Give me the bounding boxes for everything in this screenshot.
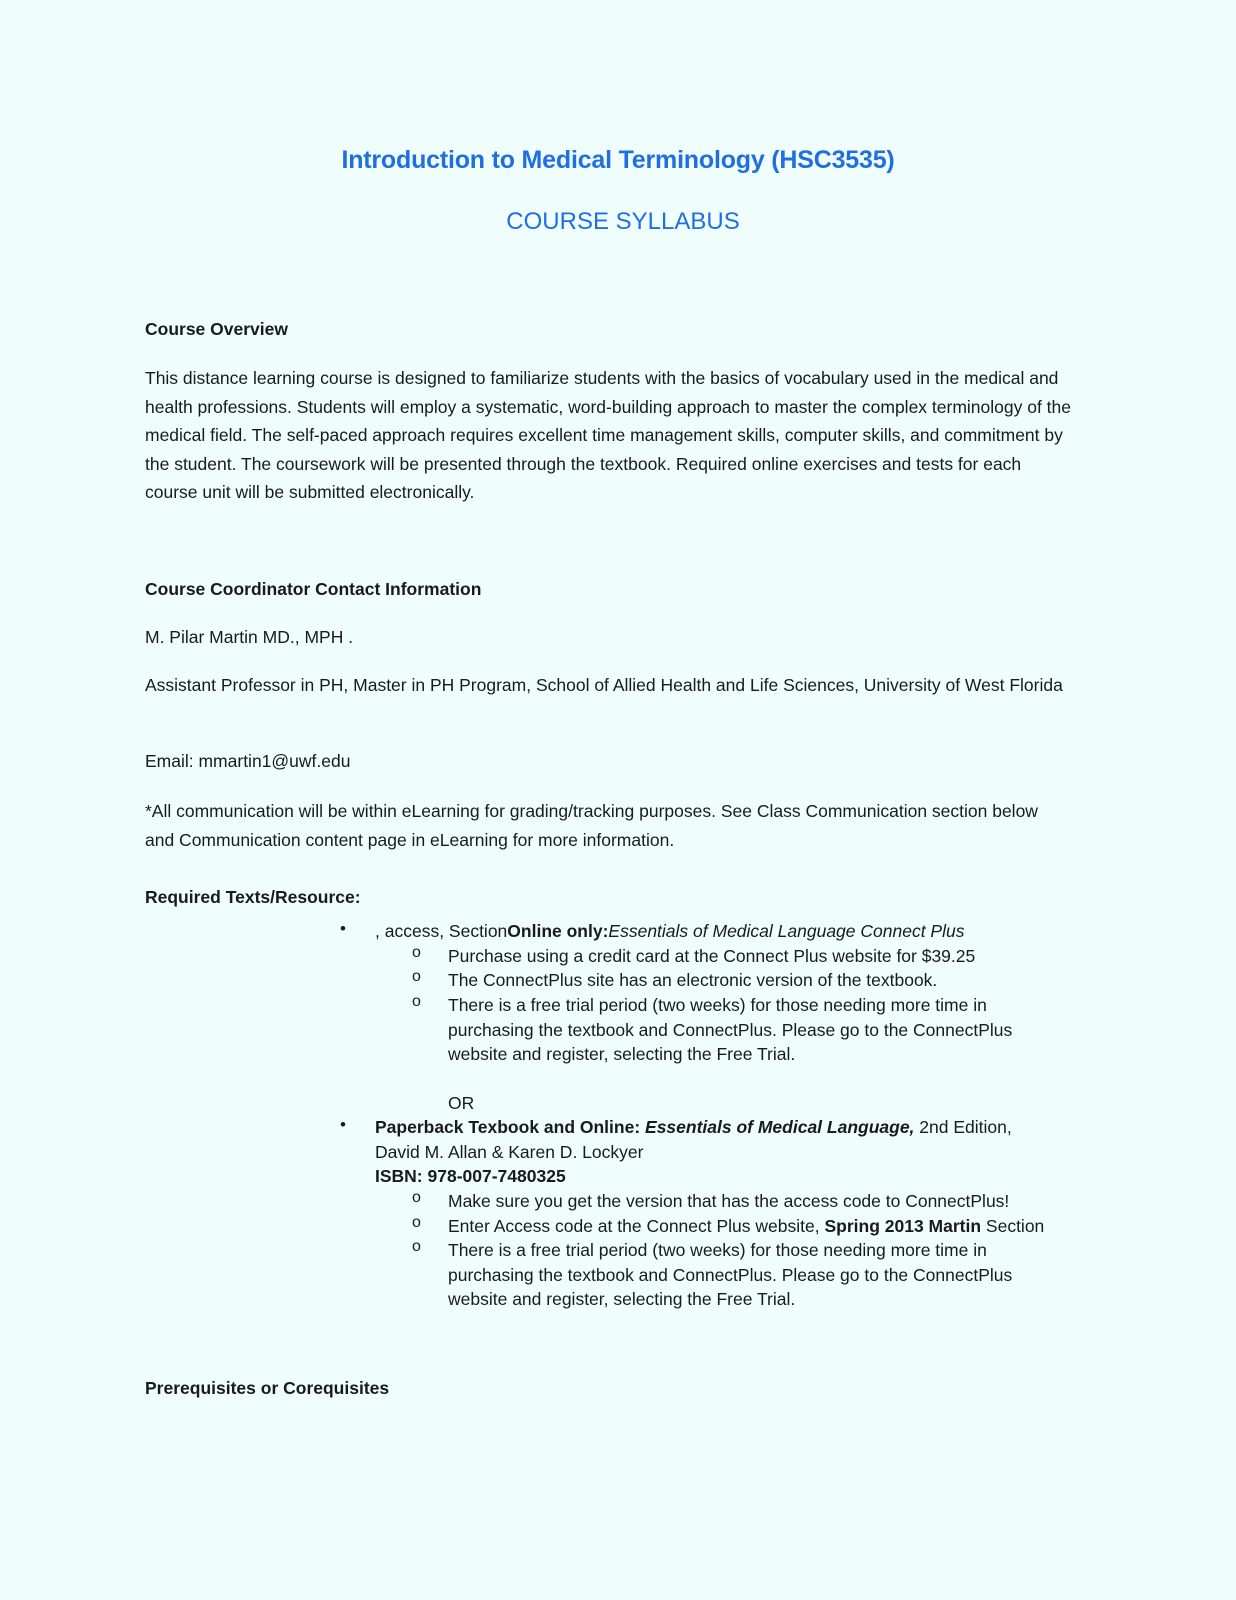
option1-item: Purchase using a credit card at the Connect Plus website for $39.25 — [448, 946, 976, 966]
option1-line — [375, 919, 1075, 944]
option2-item: Make sure you get the version that has the access code to ConnectPlus! — [448, 1191, 1010, 1211]
coordinator-email: Email: mmartin1@uwf.edu — [145, 751, 351, 771]
bullet-marker: • — [340, 1115, 346, 1134]
overview-heading: Course Overview — [145, 319, 288, 339]
option1-prefix: , access, Section — [375, 921, 508, 941]
bullet-marker: • — [340, 919, 346, 938]
coordinator-heading: Course Coordinator Contact Information — [145, 579, 482, 599]
option2-item — [448, 1214, 1078, 1239]
sub-marker: o — [412, 1189, 421, 1206]
option2-title-line — [375, 1115, 1075, 1140]
sub-marker: o — [412, 1214, 421, 1231]
option2-bold: Paperback Texbook and Online: — [375, 1117, 646, 1137]
page-title: Introduction to Medical Terminology (HSC3535) — [341, 146, 895, 174]
page-subtitle: COURSE SYLLABUS — [506, 208, 740, 235]
sub-marker: o — [412, 993, 421, 1010]
texts-heading: Required Texts/Resource: — [145, 887, 361, 907]
sub-marker: o — [412, 968, 421, 985]
option2-item2-suffix: Section — [981, 1216, 1045, 1236]
or-separator: OR — [448, 1093, 475, 1113]
option1-bold: Online only: — [507, 921, 609, 941]
coordinator-position: Assistant Professor in PH, Master in PH Program, School of Allied Health and Life Sciences, University of West Florida — [145, 675, 1063, 695]
option1-item: The ConnectPlus site has an electronic version of the textbook. — [448, 970, 938, 990]
option1-item: There is a free trial period (two weeks) for those needing more time in purchasing the textbook and ConnectPlus. Please go to the ConnectPlus website and register, selecting the Free Trial. — [448, 995, 1013, 1064]
option2-section-name: Spring 2013 Martin — [824, 1216, 982, 1236]
option1-title: Essentials of Medical Language Connect Plus — [608, 921, 965, 941]
option2-book-title: Essentials of Medical Language, — [645, 1117, 915, 1137]
option2-authors: David M. Allan & Karen D. Lockyer — [375, 1142, 644, 1162]
sub-marker: o — [412, 1238, 421, 1255]
option2-edition: 2nd Edition, — [914, 1117, 1012, 1137]
communication-note: *All communication will be within eLearning for grading/tracking purposes. See Class Communication section below and Communication content page in eLearning for more information. — [145, 801, 1038, 850]
prereq-heading: Prerequisites or Corequisites — [145, 1378, 390, 1398]
option2-item2-prefix: Enter Access code at the Connect Plus website, — [448, 1216, 825, 1236]
option2-item: There is a free trial period (two weeks) for those needing more time in purchasing the textbook and ConnectPlus. Please go to the ConnectPlus website and register, selecting the Free Trial. — [448, 1240, 1013, 1309]
overview-body: This distance learning course is designed to familiarize students with the basics of vocabulary used in the medical and health professions. Students will employ a systematic, word-building approach to master the complex terminology of the medical field. The self-paced approach requires excellent time management skills, computer skills, and commitment by the student. The coursework will be presented through the textbook. Required online exercises and tests for each course unit will be submitted electronically. — [145, 368, 1072, 502]
coordinator-name: M. Pilar Martin MD., MPH . — [145, 627, 354, 647]
option2-isbn: ISBN: 978-007-7480325 — [375, 1166, 566, 1186]
sub-marker: o — [412, 944, 421, 961]
